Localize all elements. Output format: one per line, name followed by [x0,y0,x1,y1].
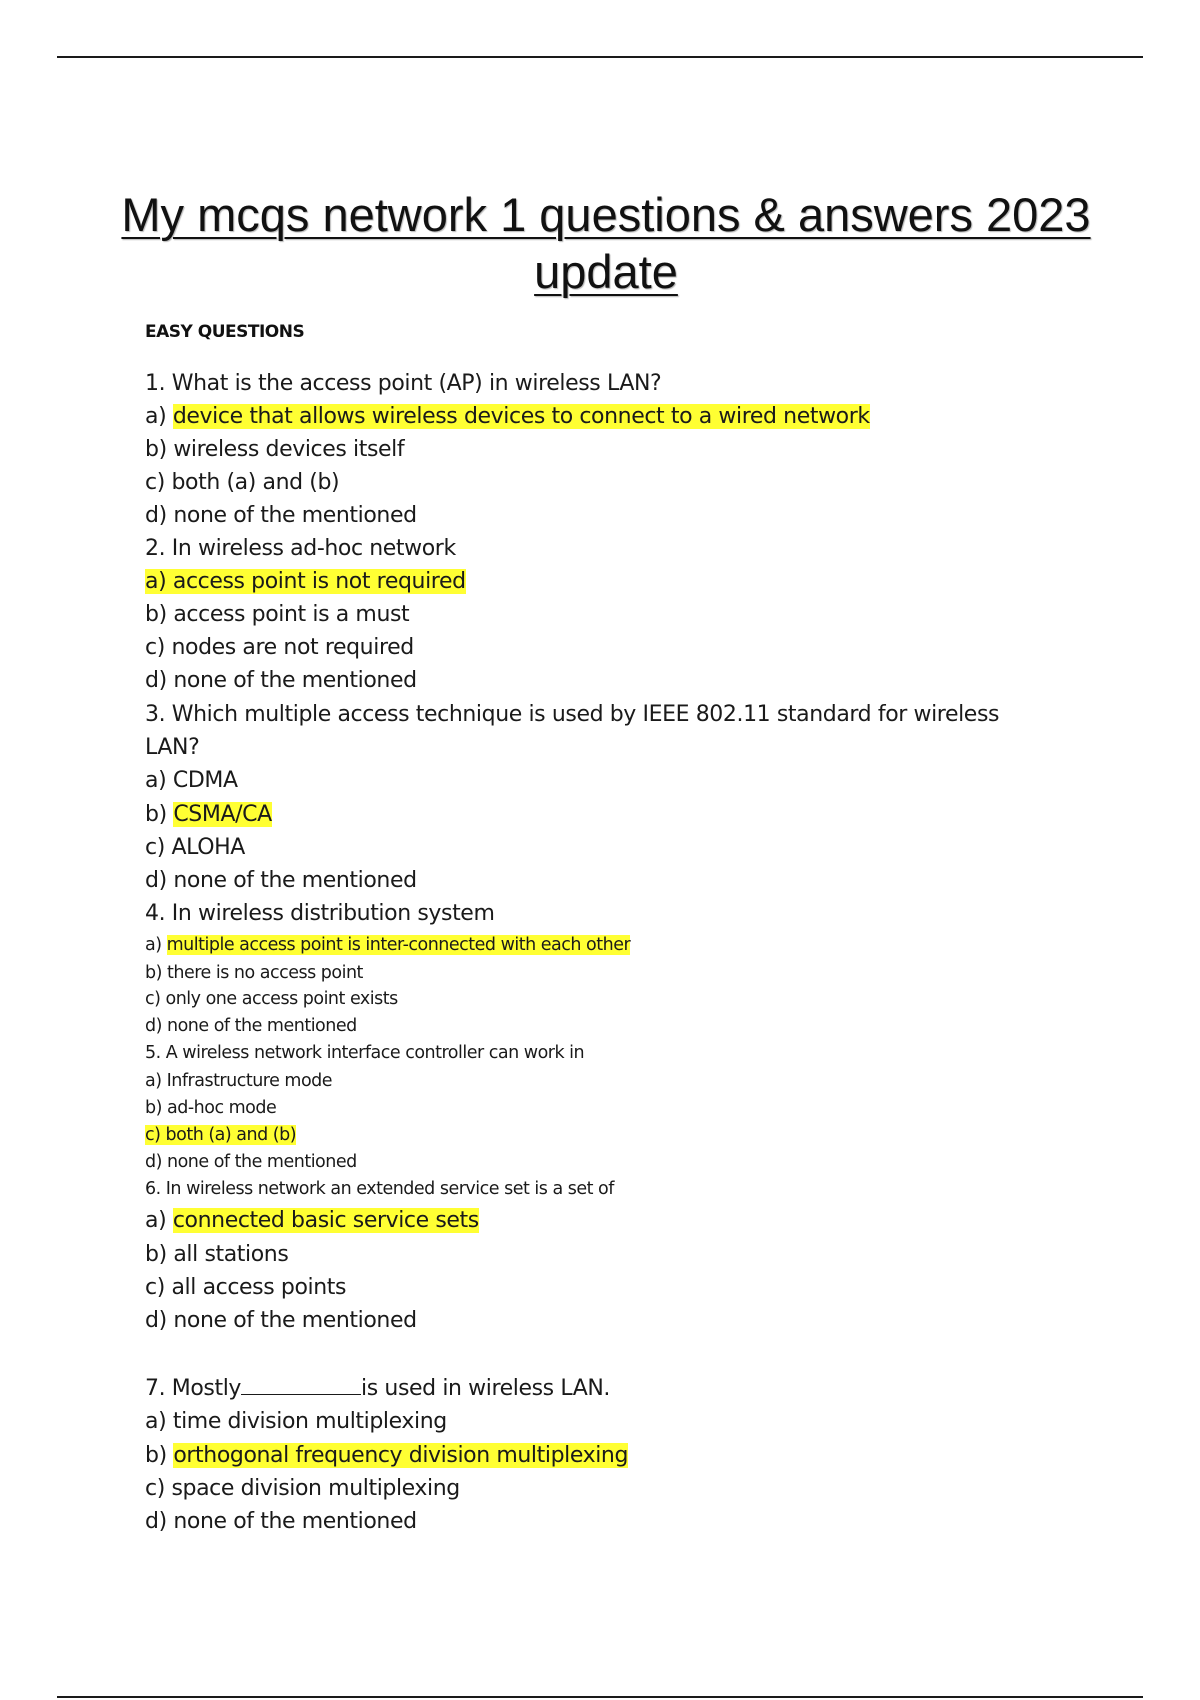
q2-option-c: c) nodes are not required [145,635,414,660]
q4-option-d: d) none of the mentioned [145,1016,357,1036]
q7-option-a: a) time division multiplexing [145,1409,447,1434]
q6-option-c: c) all access points [145,1275,347,1300]
q7-option-b [145,1441,628,1471]
question-7 [145,1374,610,1404]
q5-option-c [145,1123,296,1147]
question-2: 2. In wireless ad-hoc network [145,536,456,561]
q6-option-b: b) all stations [145,1242,289,1267]
header-rule [57,56,1143,58]
q7-option-c: c) space division multiplexing [145,1476,460,1501]
q2-option-b: b) access point is a must [145,602,410,627]
correct-answer-highlight: orthogonal frequency division multiplexing [173,1443,629,1468]
question-7-end: is used in wireless LAN. [361,1376,610,1401]
q3-option-b [145,800,272,830]
fill-in-blank [241,1374,361,1395]
question-6: 6. In wireless network an extended service set is a set of [145,1179,614,1199]
question-5: 5. A wireless network interface controller can work in [145,1043,585,1063]
option-prefix: a) [145,935,167,955]
q6-option-d: d) none of the mentioned [145,1308,417,1333]
q1-option-d: d) none of the mentioned [145,503,417,528]
title-line-1: My mcqs network 1 questions & answers 2023 [121,188,1091,241]
footer-rule [57,1696,1143,1698]
option-prefix: b) [145,1443,174,1468]
q4-option-c: c) only one access point exists [145,989,398,1009]
question-7-start: 7. Mostly [145,1376,242,1401]
question-3-line-2: LAN? [145,735,200,760]
title-line-2: update [534,245,678,298]
section-heading: EASY QUESTIONS [145,322,305,342]
q5-option-b: b) ad-hoc mode [145,1098,277,1118]
q2-option-a [145,567,466,597]
correct-answer-highlight: connected basic service sets [172,1208,479,1233]
question-4: 4. In wireless distribution system [145,901,495,926]
correct-answer-highlight: c) both (a) and (b) [145,1125,297,1145]
q3-option-d: d) none of the mentioned [145,868,417,893]
question-3-line-1: 3. Which multiple access technique is used by IEEE 802.11 standard for wireless [145,702,1000,727]
q2-option-d: d) none of the mentioned [145,668,417,693]
option-prefix: a) [145,1208,173,1233]
q4-option-b: b) there is no access point [145,963,363,983]
q1-option-a [145,402,870,432]
q1-option-c: c) both (a) and (b) [145,470,340,495]
q6-option-a [145,1206,479,1236]
q1-option-b: b) wireless devices itself [145,437,405,462]
option-prefix: a) [145,404,173,429]
question-1: 1. What is the access point (AP) in wireless LAN? [145,371,662,396]
document-title [0,186,1200,300]
correct-answer-highlight: device that allows wireless devices to connect to a wired network [172,404,870,429]
q3-option-c: c) ALOHA [145,835,245,860]
q5-option-d: d) none of the mentioned [145,1152,357,1172]
q5-option-a: a) Infrastructure mode [145,1071,333,1091]
correct-answer-highlight: a) access point is not required [145,569,466,594]
correct-answer-highlight: multiple access point is inter-connected with each other [166,935,631,955]
correct-answer-highlight: CSMA/CA [173,802,272,827]
q4-option-a [145,933,630,957]
option-prefix: b) [145,802,174,827]
q7-option-d: d) none of the mentioned [145,1509,417,1534]
q3-option-a: a) CDMA [145,768,238,793]
